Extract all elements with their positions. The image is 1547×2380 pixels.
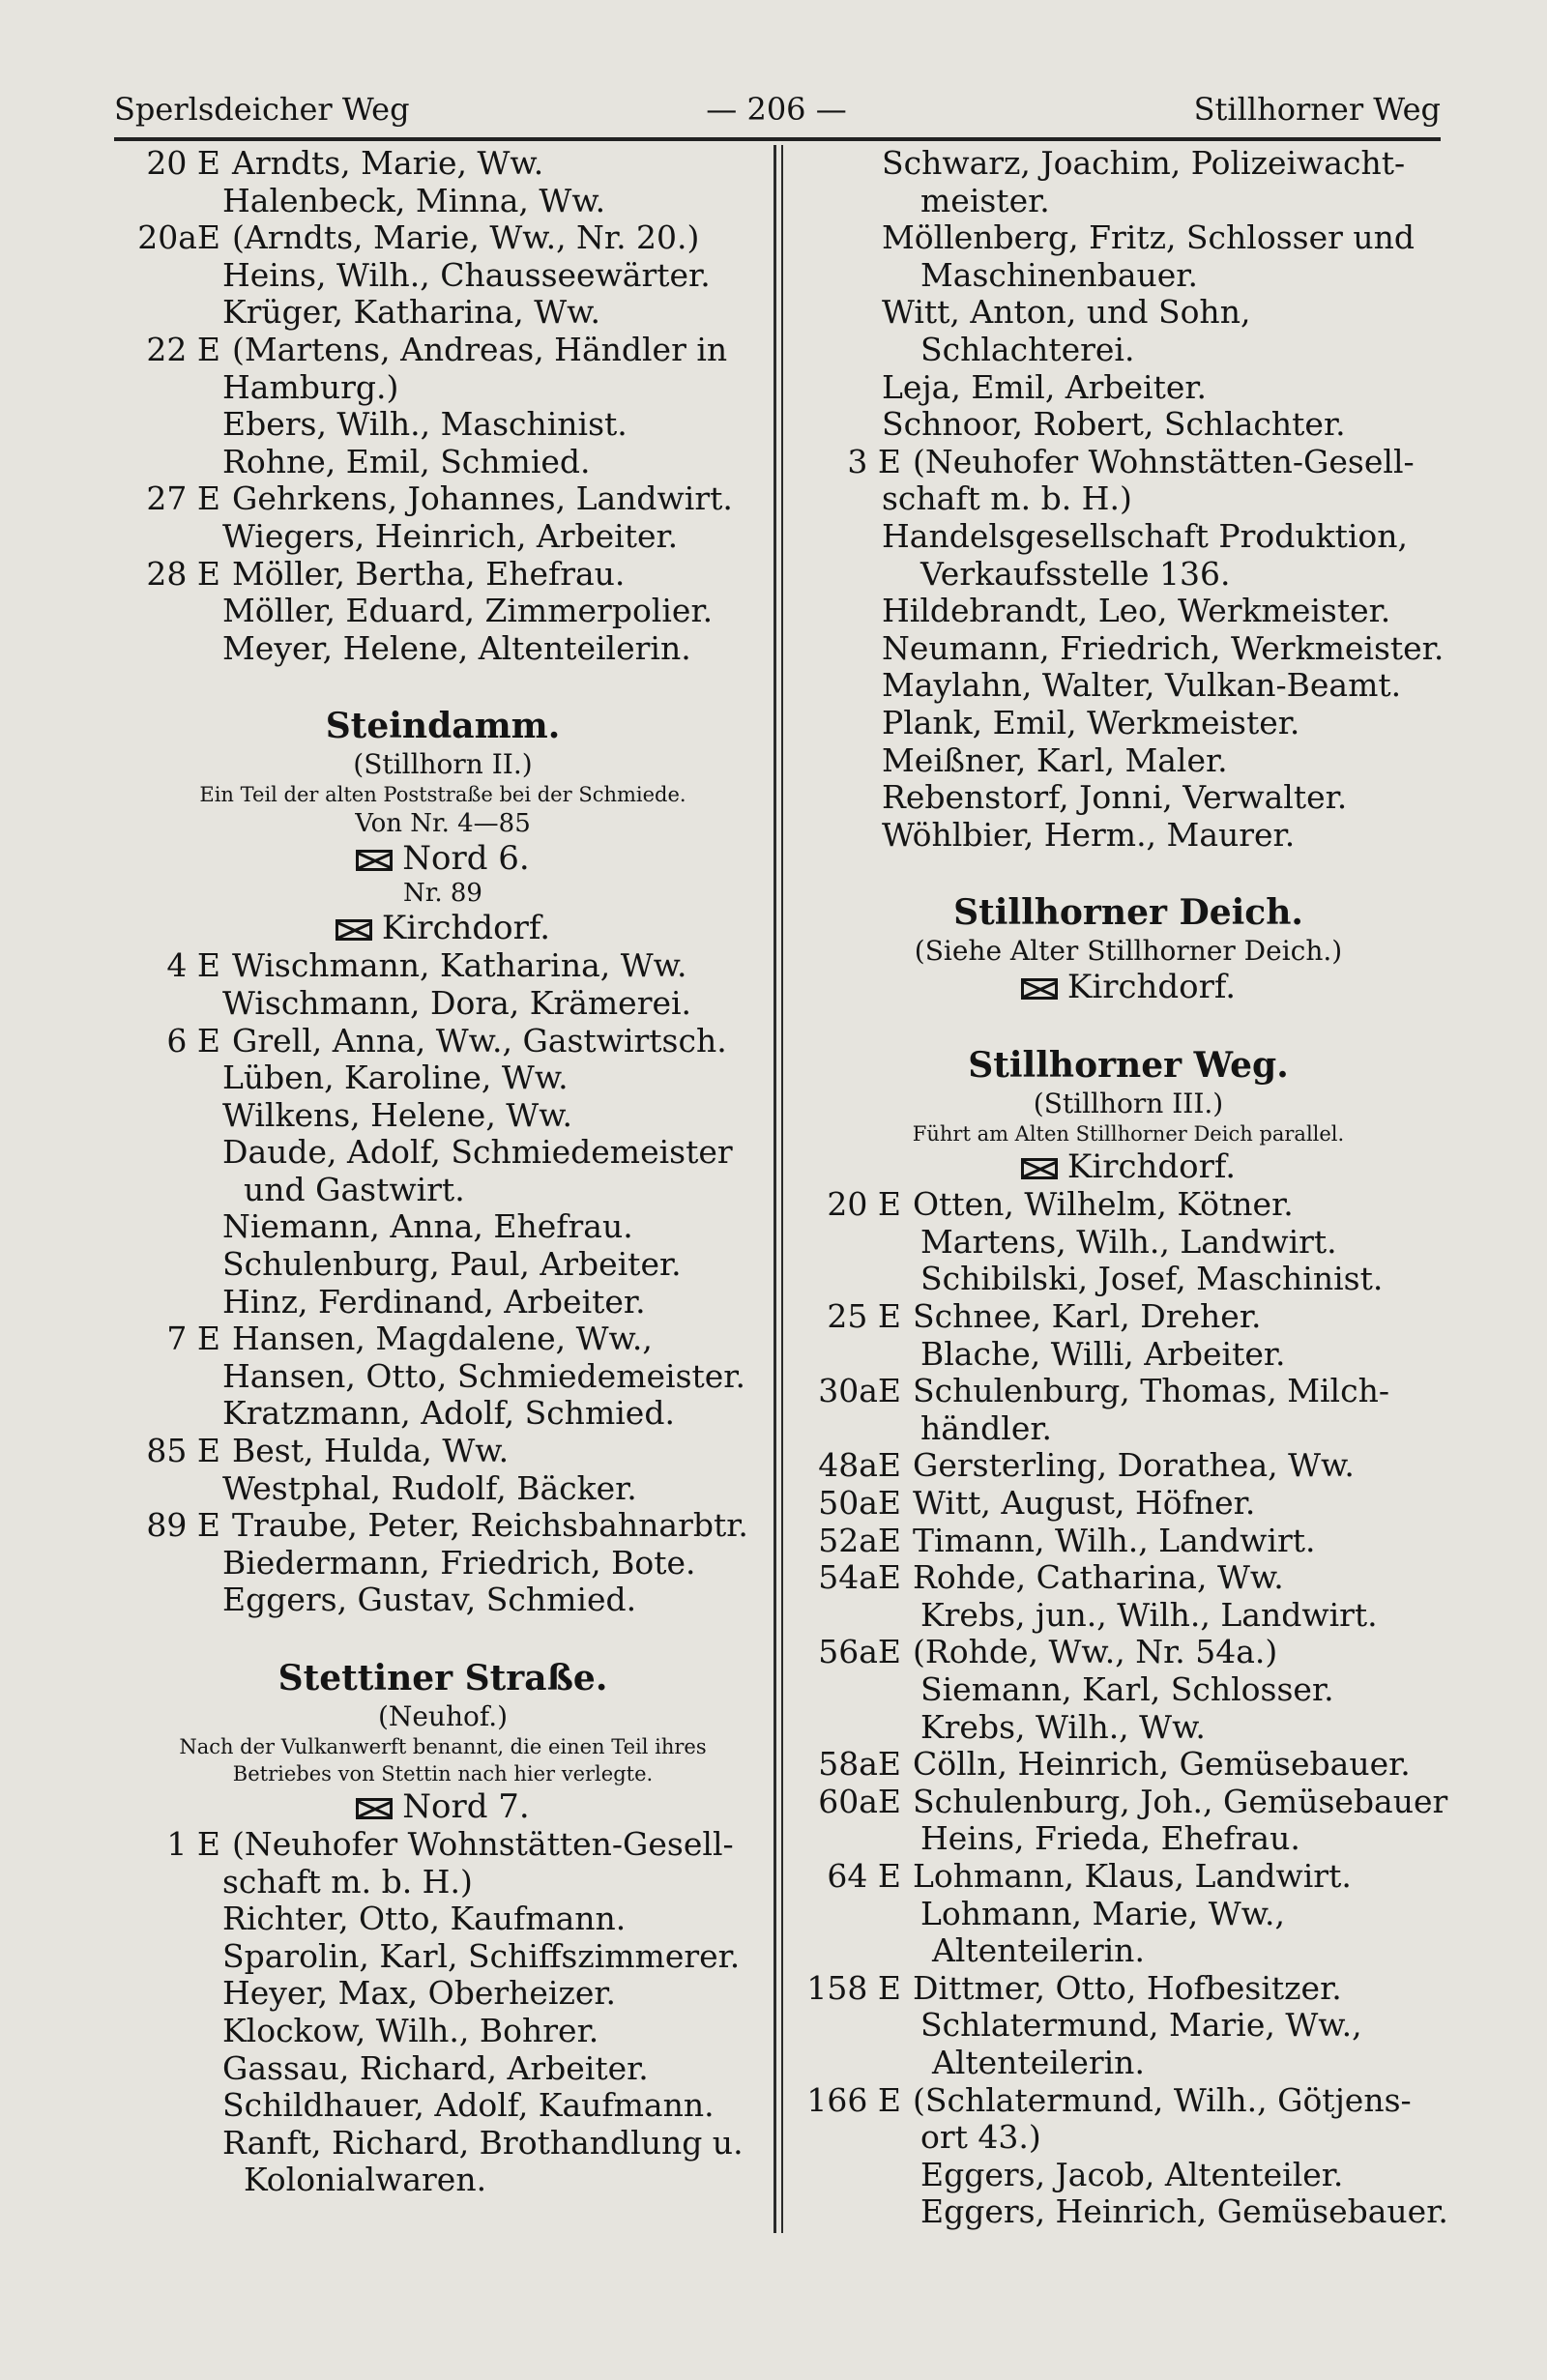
resident-line [804, 742, 1452, 780]
resident-line [114, 1284, 772, 1321]
street-heading: Steindamm. [325, 706, 561, 747]
resident-text: Plank, Emil, Werkmeister. [882, 703, 1300, 741]
house-number: 50aE [818, 1484, 901, 1523]
resident-text: Sparolin, Karl, Schiffszimmerer. [222, 1936, 741, 1975]
resident-text: Schnee, Karl, Dreher. [913, 1297, 1262, 1336]
resident-text: Neumann, Friedrich, Werkmeister. [882, 628, 1445, 667]
resident-text: Ebers, Wilh., Maschinist. [222, 405, 628, 444]
house-number: 158 E [806, 1968, 901, 2007]
house-number: 54aE [818, 1558, 901, 1597]
resident-text: ort 43.) [920, 2118, 1041, 2157]
house-number: 56aE [818, 1633, 901, 1671]
resident-text: Eggers, Jacob, Altenteiler. [920, 2155, 1344, 2193]
left-column [114, 145, 772, 2199]
house-entry [114, 1023, 772, 1060]
house-entry [114, 1433, 772, 1470]
resident-line [114, 2162, 772, 2199]
resident-text: Ranft, Richard, Brothandlung u. [222, 2123, 744, 2162]
postal-district [804, 968, 1452, 1006]
resident-line [114, 1172, 772, 1209]
resident-text: Hansen, Magdalene, Ww., [232, 1320, 653, 1358]
resident-text: Schulenburg, Thomas, Milch- [913, 1372, 1389, 1410]
house-entry [114, 219, 772, 257]
house-number: 52aE [818, 1521, 901, 1559]
resident-text: Lohmann, Marie, Ww., [920, 1894, 1286, 1932]
house-number: 6 E [166, 1021, 220, 1059]
resident-line [804, 2007, 1452, 2045]
resident-text: Blache, Willi, Arbeiter. [920, 1334, 1286, 1373]
resident-text: Rohde, Catharina, Ww. [913, 1558, 1284, 1597]
resident-text: Otten, Wilhelm, Kötner. [913, 1185, 1294, 1224]
resident-line [804, 1671, 1452, 1709]
house-number: 25 E [827, 1297, 901, 1336]
resident-text: Schlachterei. [920, 330, 1135, 368]
header-rule [114, 137, 1441, 141]
resident-line [114, 985, 772, 1023]
resident-line [114, 1358, 772, 1396]
resident-text: Krebs, jun., Wilh., Landwirt. [920, 1595, 1378, 1634]
resident-line [114, 257, 772, 295]
street-description: Führt am Alten Stillhorner Deich parallel. [912, 1122, 1345, 1146]
district-note: (Neuhof.) [377, 1700, 509, 1732]
house-number: 48aE [818, 1446, 901, 1485]
resident-line [114, 1864, 772, 1901]
resident-text: Schwarz, Joachim, Polizeiwacht- [882, 144, 1406, 182]
postal-district-label: Nord 7. [402, 1787, 530, 1826]
resident-text: Maylahn, Walter, Vulkan-Beamt. [882, 666, 1402, 705]
house-entry [804, 1858, 1452, 1896]
resident-text: händler. [920, 1408, 1053, 1447]
resident-text: Klockow, Wilh., Bohrer. [222, 2011, 599, 2049]
number-range-note: Von Nr. 4—85 [355, 809, 531, 839]
resident-text: Hamburg.) [222, 367, 399, 406]
resident-line [114, 2013, 772, 2050]
resident-line [804, 1597, 1452, 1635]
house-number: 89 E [146, 1506, 220, 1545]
street-description: Ein Teil der alten Poststraße bei der Schmiede. [199, 783, 686, 807]
house-entry [804, 1634, 1452, 1671]
resident-text: Witt, Anton, und Sohn, [882, 293, 1251, 332]
resident-text: Witt, August, Höfner. [913, 1484, 1256, 1523]
resident-text: Lüben, Karoline, Ww. [222, 1059, 569, 1097]
house-number: 20 E [146, 144, 220, 182]
house-entry [804, 1373, 1452, 1410]
postal-district-label: Kirchdorf. [1066, 968, 1237, 1007]
house-entry [114, 480, 772, 518]
resident-text: Westphal, Rudolf, Bäcker. [222, 1468, 637, 1507]
resident-line [804, 667, 1452, 705]
postal-district-label: Nord 6. [402, 839, 530, 879]
resident-line [804, 257, 1452, 295]
postal-district-label: Kirchdorf. [381, 909, 551, 948]
resident-text: Schulenburg, Paul, Arbeiter. [222, 1245, 682, 1284]
section-gap [804, 854, 1452, 890]
house-entry [114, 947, 772, 985]
resident-text: Dittmer, Otto, Hofbesitzer. [913, 1968, 1342, 2007]
resident-text: Krüger, Katharina, Ww. [222, 293, 600, 332]
resident-text: Eggers, Heinrich, Gemüsebauer. [920, 2192, 1448, 2231]
house-number: 85 E [146, 1432, 220, 1470]
resident-line [804, 1336, 1452, 1374]
resident-line [114, 2050, 772, 2088]
right-column [804, 145, 1452, 2231]
envelope-icon [336, 919, 372, 941]
resident-text: Möller, Bertha, Ehefrau. [232, 554, 626, 593]
resident-line [804, 518, 1452, 556]
house-number: 64 E [827, 1856, 901, 1895]
resident-text: Wilkens, Helene, Ww. [222, 1095, 573, 1134]
street-heading: Stettiner Straße. [277, 1658, 608, 1698]
house-number: 58aE [818, 1745, 901, 1784]
resident-text: Rohne, Emil, Schmied. [222, 442, 591, 480]
resident-text: (Martens, Andreas, Händler in [232, 330, 728, 368]
street-description: Nach der Vulkanwerft benannt, die einen Teil ihres [179, 1735, 707, 1758]
resident-text: Timann, Wilh., Landwirt. [913, 1521, 1316, 1559]
resident-line [114, 1582, 772, 1619]
resident-text: meister. [920, 181, 1050, 219]
resident-text: Schnoor, Robert, Schlachter. [882, 405, 1346, 444]
resident-line [114, 1901, 772, 1938]
section-gap [804, 1006, 1452, 1043]
resident-text: Gersterling, Dorathea, Ww. [913, 1446, 1355, 1485]
resident-line [804, 630, 1452, 668]
column-divider [774, 145, 776, 2233]
resident-line [804, 332, 1452, 369]
running-head-right: Stillhorner Weg [1193, 91, 1441, 128]
resident-text: Halenbeck, Minna, Ww. [222, 181, 606, 219]
resident-text: Schildhauer, Adolf, Kaufmann. [222, 2086, 715, 2125]
street-heading: Stillhorner Weg. [968, 1045, 1289, 1087]
resident-text: Schlatermund, Marie, Ww., [920, 2006, 1362, 2045]
resident-text: Heins, Wilh., Chausseewärter. [222, 255, 711, 294]
resident-line [804, 183, 1452, 220]
resident-text: Traube, Peter, Reichsbahnarbtr. [232, 1506, 748, 1545]
resident-line [804, 817, 1452, 855]
resident-text: Schulenburg, Joh., Gemüsebauer [913, 1782, 1448, 1820]
house-entry [114, 1507, 772, 1545]
resident-text: Kolonialwaren. [244, 2161, 487, 2199]
resident-line [804, 1709, 1452, 1747]
resident-line [804, 369, 1452, 407]
resident-line [804, 1261, 1452, 1298]
resident-line [804, 705, 1452, 742]
envelope-icon [356, 1798, 393, 1819]
resident-text: Rebenstorf, Jonni, Verwalter. [882, 778, 1348, 817]
resident-line [804, 1410, 1452, 1448]
house-number: 1 E [166, 1825, 220, 1863]
house-entry [804, 1186, 1452, 1224]
resident-text: Wischmann, Katharina, Ww. [232, 946, 687, 985]
resident-line [804, 219, 1452, 257]
resident-text: Handelsgesellschaft Produktion, [882, 516, 1409, 555]
house-entry [114, 145, 772, 183]
resident-text: Leja, Emil, Arbeiter. [882, 367, 1208, 406]
resident-line [114, 1134, 772, 1172]
house-number: 3 E [847, 442, 901, 480]
resident-text: Altenteilerin. [932, 2043, 1145, 2081]
house-entry [804, 1298, 1452, 1336]
resident-line [804, 2045, 1452, 2082]
house-entry [804, 444, 1452, 481]
postal-district [804, 1147, 1452, 1186]
resident-line [114, 1470, 772, 1508]
house-number: 7 E [166, 1320, 220, 1358]
resident-text: und Gastwirt. [244, 1170, 465, 1208]
postal-district [114, 839, 772, 878]
resident-text: Altenteilerin. [932, 1931, 1145, 1970]
resident-text: Kratzmann, Adolf, Schmied. [222, 1394, 675, 1433]
resident-text: Hansen, Otto, Schmiedemeister. [222, 1356, 745, 1395]
resident-text: Wiegers, Heinrich, Arbeiter. [222, 516, 679, 555]
section-gap [114, 1619, 772, 1656]
resident-text: (Arndts, Marie, Ww., Nr. 20.) [232, 218, 700, 257]
resident-line [804, 294, 1452, 332]
resident-line [114, 183, 772, 220]
resident-line [804, 2157, 1452, 2194]
house-entry [804, 1559, 1452, 1597]
resident-line [804, 480, 1452, 518]
resident-text: Gehrkens, Johannes, Landwirt. [232, 479, 733, 518]
district-note: (Stillhorn II.) [353, 748, 533, 781]
resident-line [114, 1097, 772, 1135]
resident-line [804, 1932, 1452, 1970]
resident-text: Maschinenbauer. [920, 255, 1198, 294]
resident-text: Richter, Otto, Kaufmann. [222, 1900, 627, 1938]
resident-text: Wischmann, Dora, Krämerei. [222, 983, 692, 1022]
envelope-icon [1021, 1158, 1058, 1179]
resident-line [114, 294, 772, 332]
resident-text: Niemann, Anna, Ehefrau. [222, 1207, 633, 1246]
resident-line [114, 593, 772, 630]
district-note: (Stillhorn III.) [1033, 1088, 1224, 1120]
house-number: 20aE [137, 218, 220, 257]
postal-district [114, 1787, 772, 1826]
resident-text: Daude, Adolf, Schmiedemeister [222, 1133, 733, 1172]
resident-line [804, 779, 1452, 817]
envelope-icon [356, 850, 393, 871]
resident-line [114, 444, 772, 481]
resident-text: Wöhlbier, Herm., Maurer. [882, 815, 1296, 854]
resident-text: schaft m. b. H.) [222, 1862, 473, 1901]
resident-line [114, 1975, 772, 2013]
house-entry [114, 556, 772, 594]
resident-line [114, 1059, 772, 1097]
house-number: 4 E [166, 946, 220, 985]
street-heading: Stillhorner Deich. [953, 892, 1303, 934]
resident-line [114, 369, 772, 407]
resident-text: Meißner, Karl, Maler. [882, 740, 1228, 779]
street-description: Betriebes von Stettin nach hier verlegte. [232, 1762, 654, 1785]
resident-text: Gassau, Richard, Arbeiter. [222, 2048, 649, 2087]
column-divider-inner [781, 145, 783, 2233]
resident-text: Heins, Frieda, Ehefrau. [920, 1819, 1300, 1858]
postal-district-label: Kirchdorf. [1066, 1147, 1237, 1187]
resident-text: Hinz, Ferdinand, Arbeiter. [222, 1282, 646, 1321]
resident-line [114, 630, 772, 668]
resident-line [114, 1395, 772, 1433]
house-entry [804, 2082, 1452, 2120]
house-entry [804, 1784, 1452, 1821]
resident-text: Best, Hulda, Ww. [232, 1432, 510, 1470]
resident-line [114, 518, 772, 556]
resident-line [114, 1545, 772, 1582]
page-number: — 206 — [706, 91, 847, 128]
resident-line [804, 2119, 1452, 2157]
resident-line [804, 406, 1452, 444]
resident-text: Siemann, Karl, Schlosser. [920, 1670, 1334, 1708]
resident-text: Martens, Wilh., Landwirt. [920, 1222, 1337, 1261]
resident-text: (Neuhofer Wohnstätten-Gesell- [232, 1825, 734, 1863]
house-entry [804, 1746, 1452, 1784]
resident-line [804, 2193, 1452, 2231]
resident-text: schaft m. b. H.) [882, 479, 1132, 518]
resident-text: (Schlatermund, Wilh., Götjens- [913, 2080, 1412, 2119]
running-head-left: Sperlsdeicher Weg [114, 91, 410, 128]
resident-line [114, 1246, 772, 1284]
resident-text: Schibilski, Josef, Maschinist. [920, 1260, 1384, 1298]
envelope-icon [1021, 978, 1058, 1000]
resident-line [804, 1896, 1452, 1933]
resident-line [804, 145, 1452, 183]
resident-line [114, 406, 772, 444]
number-range-note: Nr. 89 [403, 879, 482, 909]
resident-text: Lohmann, Klaus, Landwirt. [913, 1856, 1352, 1895]
house-number: 27 E [146, 479, 220, 518]
resident-text: Cölln, Heinrich, Gemüsebauer. [913, 1745, 1411, 1784]
house-number: 28 E [146, 554, 220, 593]
resident-text: Meyer, Helene, Altenteilerin. [222, 628, 691, 667]
resident-text: Hildebrandt, Leo, Werkmeister. [882, 592, 1391, 630]
resident-text: Verkaufsstelle 136. [920, 554, 1231, 593]
house-number: 60aE [818, 1782, 901, 1820]
house-number: 20 E [827, 1185, 901, 1224]
resident-line [114, 1208, 772, 1246]
resident-text: Möller, Eduard, Zimmerpolier. [222, 592, 714, 630]
resident-text: (Neuhofer Wohnstätten-Gesell- [913, 442, 1415, 480]
house-entry [804, 1523, 1452, 1560]
house-number: 22 E [146, 330, 220, 368]
resident-text: Krebs, Wilh., Ww. [920, 1707, 1206, 1746]
resident-text: Grell, Anna, Ww., Gastwirtsch. [232, 1021, 727, 1059]
district-note: (Siehe Alter Stillhorner Deich.) [914, 935, 1343, 968]
resident-line [114, 2087, 772, 2125]
house-entry [114, 1321, 772, 1358]
resident-text: (Rohde, Ww., Nr. 54a.) [913, 1633, 1278, 1671]
house-entry [804, 1485, 1452, 1523]
resident-text: Biedermann, Friedrich, Bote. [222, 1543, 696, 1582]
house-entry [804, 1447, 1452, 1485]
resident-text: Heyer, Max, Oberheizer. [222, 1974, 617, 2013]
resident-line [114, 1938, 772, 1976]
house-entry [114, 1826, 772, 1864]
resident-line [804, 593, 1452, 630]
resident-line [114, 2125, 772, 2162]
house-number: 30aE [818, 1372, 901, 1410]
house-entry [804, 1970, 1452, 2008]
postal-district [114, 909, 772, 947]
resident-text: Arndts, Marie, Ww. [232, 144, 544, 182]
house-entry [114, 332, 772, 369]
resident-line [804, 556, 1452, 594]
section-gap [114, 667, 772, 704]
house-number: 166 E [806, 2080, 901, 2119]
resident-text: Eggers, Gustav, Schmied. [222, 1581, 637, 1619]
resident-line [804, 1820, 1452, 1858]
resident-line [804, 1224, 1452, 1262]
resident-text: Möllenberg, Fritz, Schlosser und [882, 218, 1415, 257]
